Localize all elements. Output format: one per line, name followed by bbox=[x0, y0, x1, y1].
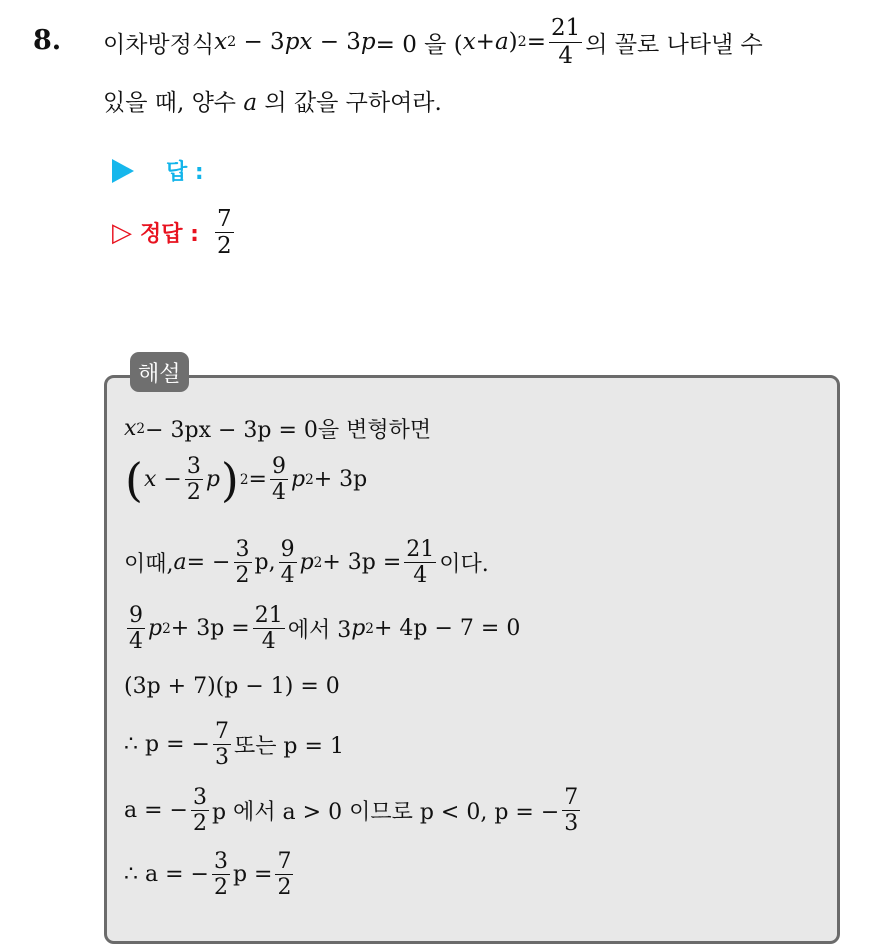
solution-line-5: (3p + 7)(p − 1) = 0 bbox=[124, 674, 340, 699]
correct-answer-row bbox=[112, 207, 237, 258]
solution-line-8: ∴ a = − $\frac{3}{2}$ p = $\frac{7}{2}$ bbox=[124, 849, 292, 901]
play-outline-icon: ▷ bbox=[112, 217, 132, 248]
solution-line-1: x 2 − 3px − 3p = 0을 변형하면 bbox=[124, 416, 432, 443]
question-number: 8. bbox=[33, 25, 62, 56]
correct-answer-value: $\frac{7}{2}$ bbox=[216, 206, 232, 260]
answer-row bbox=[112, 155, 204, 186]
solution-line-6: ∴ p = − $\frac{7}{3}$ 또는 p = 1 bbox=[124, 719, 344, 771]
correct-label: 정답 : bbox=[140, 222, 199, 248]
solution-line-2: ( x − $\frac{3}{2}$ p ) 2 = $\frac{9}{4}$ p 2 + 3p bbox=[125, 452, 368, 507]
solution-tag: 해설 bbox=[130, 352, 189, 392]
solution-line-3: 이때, a = − $\frac{3}{2}$ p, $\frac{9}{4}$ p 2 + 3p = $\frac{21}{4}$ 이다. bbox=[124, 537, 489, 589]
solution-line-7: a = − $\frac{3}{2}$ p 에서 a > 0 이므로 p < 0, p = − $\frac{7}{3}$ bbox=[124, 785, 579, 837]
play-filled-icon bbox=[112, 159, 134, 183]
fraction: $\frac{21}{4}$ bbox=[551, 15, 581, 69]
solution-line-4: $\frac{9}{4}$ p 2 + 3p = $\frac{21}{4}$ 에서 3 p 2 + 4p − 7 = 0 bbox=[129, 603, 521, 655]
question-line-1: 이차방정식 x 2 − 3 px − 3 p = 0 을 ( x + a ) 2 = $\frac{21}{4}$ 의 꼴로 나타낼 수 bbox=[103, 15, 763, 69]
question-line-2: 있을 때, 양수 a 의 값을 구하여라. bbox=[103, 90, 442, 116]
answer-label: 답 : bbox=[166, 160, 204, 185]
